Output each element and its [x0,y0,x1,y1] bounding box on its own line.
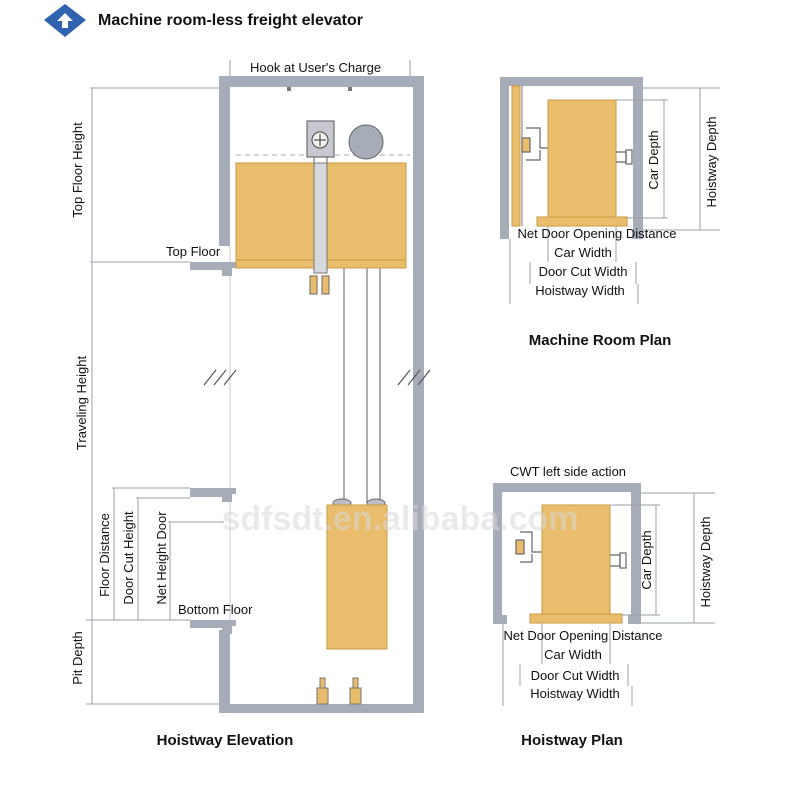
floor-slabs [190,262,236,634]
mr-net-door-opening-label: Net Door Opening Distance [517,226,677,241]
top-floor-height-label: Top Floor Height [70,122,85,218]
machine-room-plan [500,77,720,349]
mr-door-cut-width-label: Door Cut Width [538,264,628,279]
hp-car-width-label: Car Width [544,647,602,662]
page-title: Machine room-less freight elevator [98,12,363,29]
hp-rail-bracket-right [610,553,626,568]
mr-plan-caption: Machine Room Plan [528,332,672,349]
mr-car-width-label: Car Width [554,245,612,260]
pit-buffers [317,678,361,704]
mr-hoistway-depth-label: Hoistway Depth [704,116,719,208]
mr-hoistway-width-label: Hoistway Width [535,283,625,298]
bottom-floor-slab [190,620,236,634]
hp-car-depth-label: Car Depth [639,530,654,590]
mr-rail-bracket-right [616,150,632,164]
hp-hoistway-depth-label: Hoistway Depth [698,516,713,608]
floor-distance-label: Floor Distance [97,513,112,597]
hp-door-cut-width-label: Door Cut Width [530,668,620,683]
traveling-height-label: Traveling Height [74,355,89,451]
pit-depth-label: Pit Depth [70,631,85,685]
mr-car [548,100,616,218]
hooks [287,87,352,91]
hp-hoistway-width-label: Hoistway Width [530,686,620,701]
top-floor-label: Top Floor [166,244,221,259]
watermark-text: sdfsdt.en.alibaba.com [221,500,579,538]
break-marks [204,370,430,385]
net-height-door-label: Net Height Door [154,511,169,605]
mr-car-depth-label: Car Depth [646,130,661,190]
elevation-caption: Hoistway Elevation [156,732,294,749]
mr-counterweight [512,86,522,226]
hp-caption: Hoistway Plan [521,732,623,749]
sheave-icon [349,125,383,159]
logo [44,4,86,37]
car-frame-rail [314,163,327,273]
hp-car-sill [530,614,622,623]
mr-rail-bracket-left [522,128,548,160]
hp-net-door-opening-label: Net Door Opening Distance [503,628,663,643]
hook-label: Hook at User's Charge [250,60,382,75]
hp-subtitle: CWT left side action [509,464,627,479]
top-floor-slab [190,262,236,276]
hoistway-elevation [70,60,430,749]
car-guide-shoes [310,276,329,294]
traction-machine [307,121,383,159]
mr-car-sill [537,217,627,226]
bottom-floor-label: Bottom Floor [178,602,253,617]
door-cut-height-label: Door Cut Height [121,511,136,605]
